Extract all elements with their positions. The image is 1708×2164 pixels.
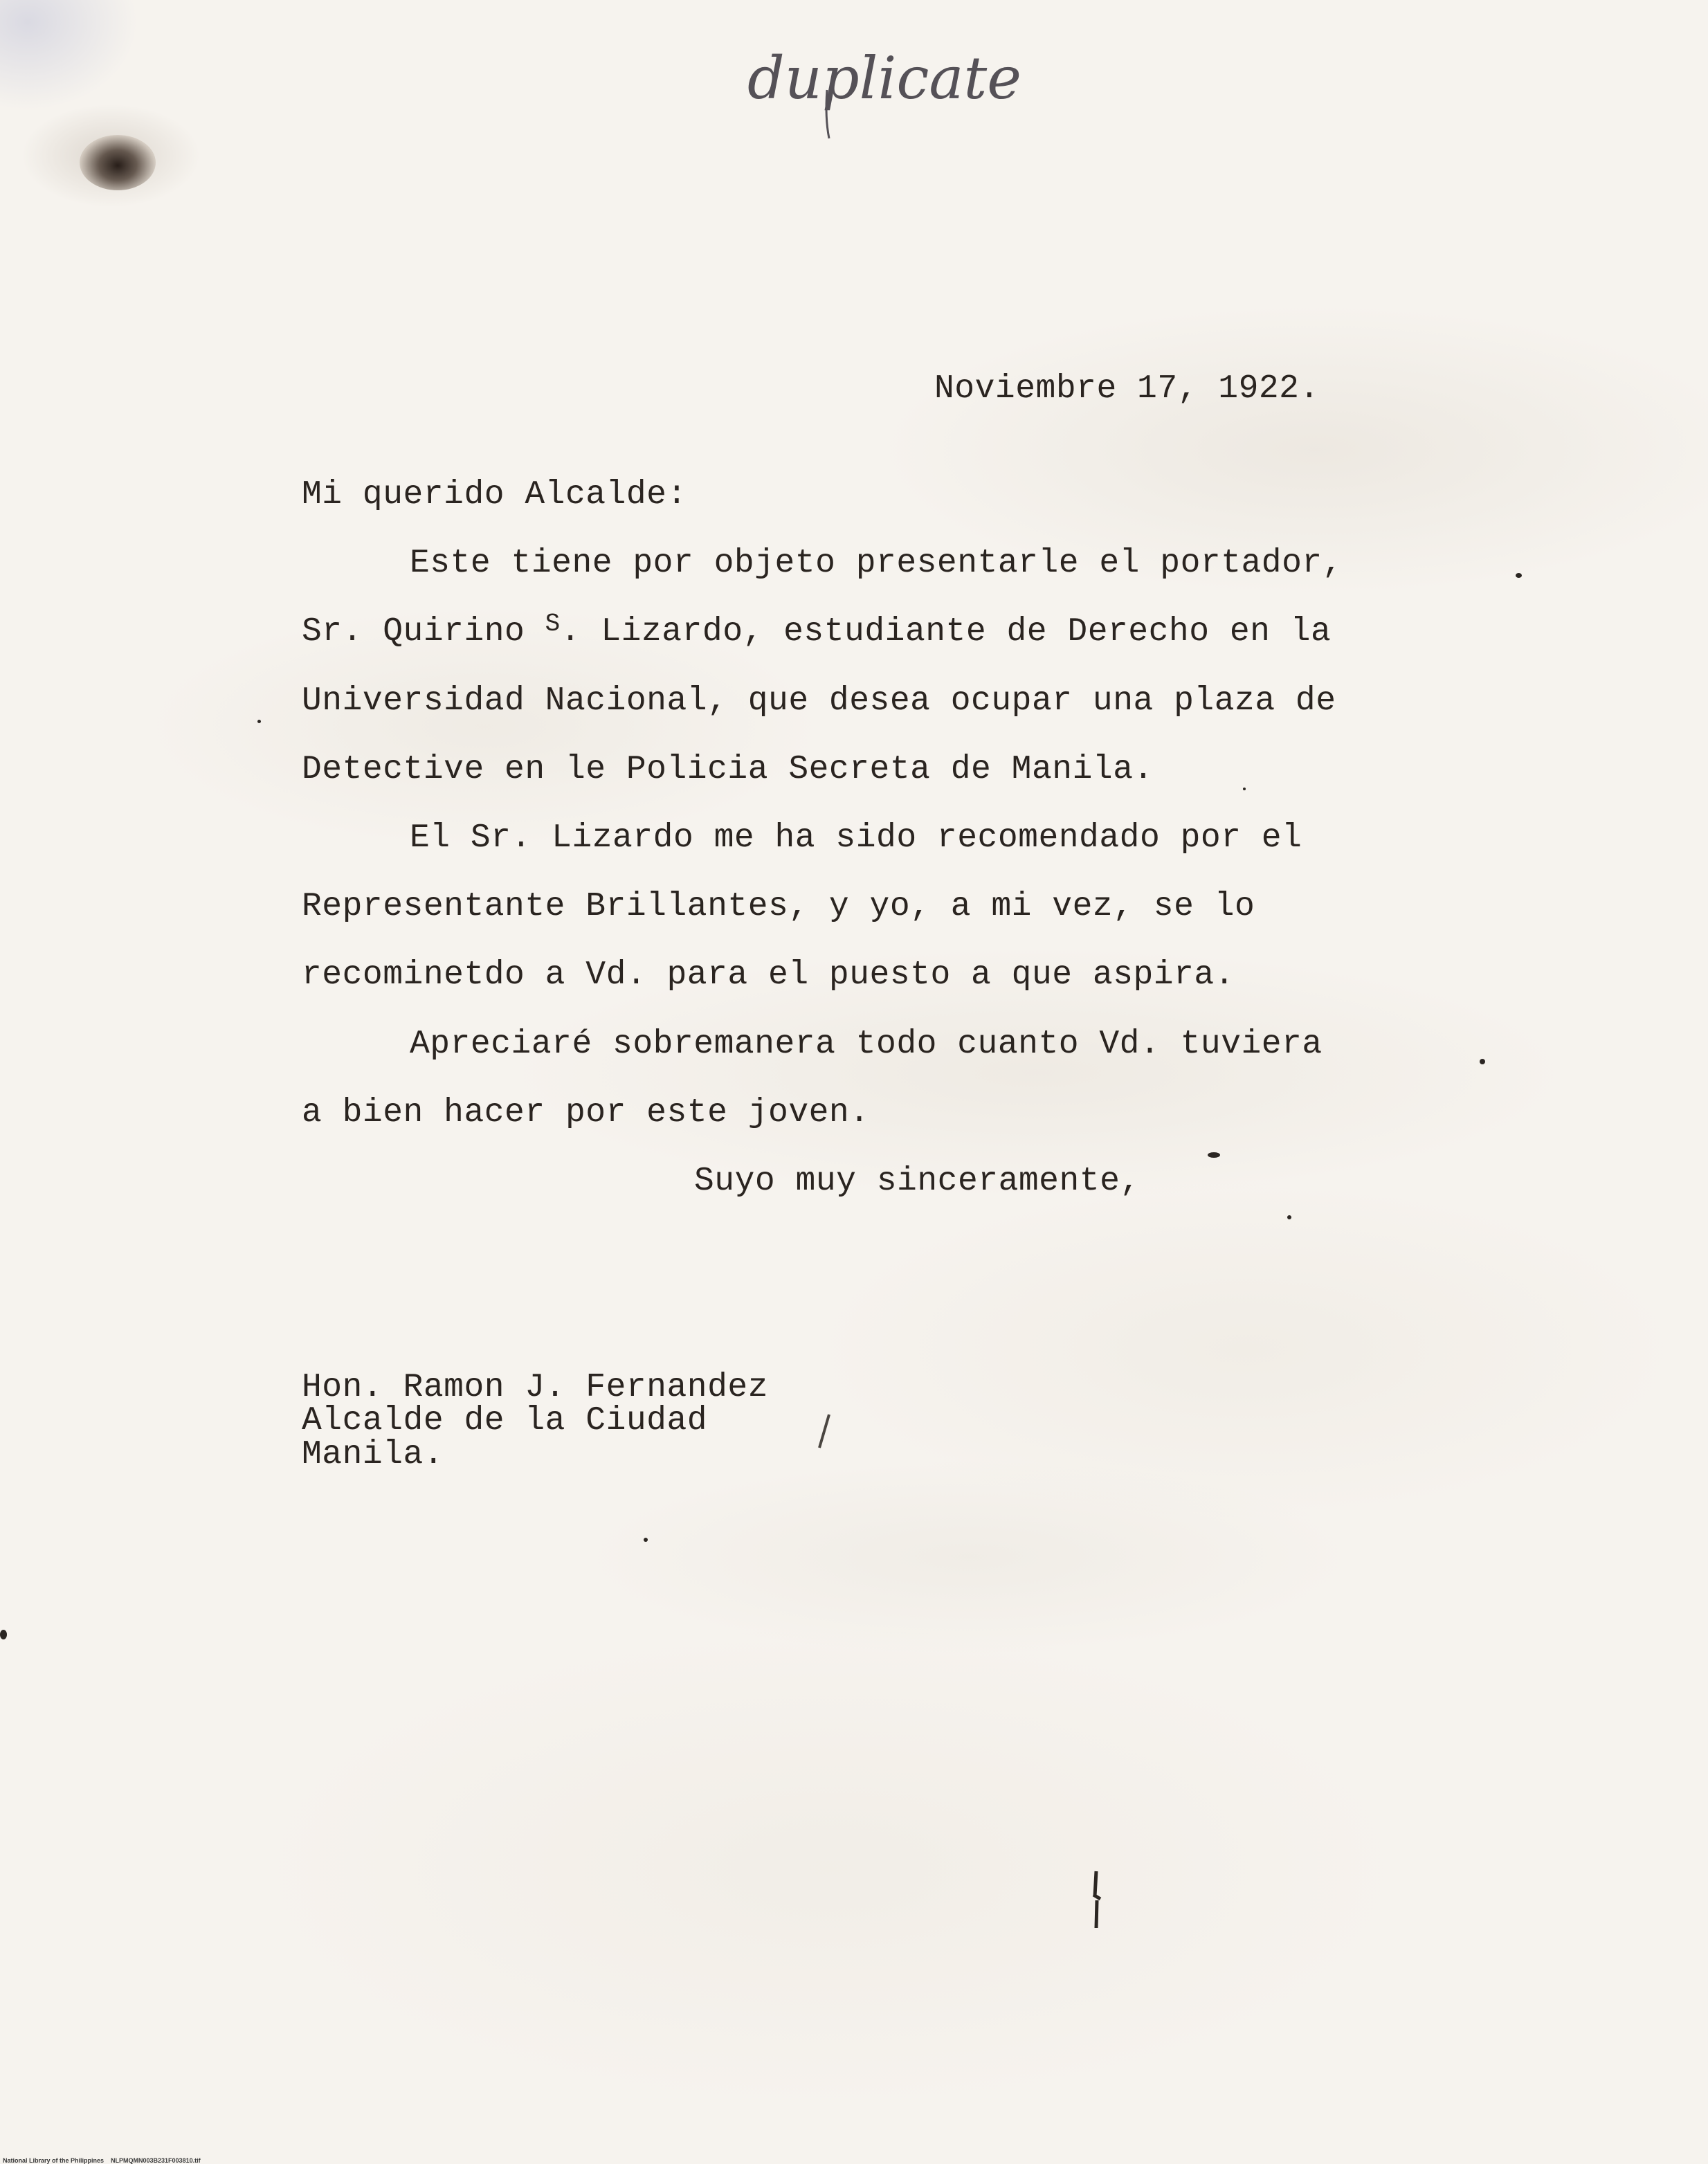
ink-speck — [0, 1630, 7, 1639]
paper-corner-wear — [0, 0, 138, 111]
paragraph1-line1: Este tiene por objeto presentarle el portador, — [410, 545, 1343, 582]
letter-salutation: Mi querido Alcalde: — [302, 476, 687, 513]
recipient-name: Hon. Ramon J. Fernandez — [302, 1369, 769, 1406]
paragraph2-line1: El Sr. Lizardo me ha sido recomendado por el — [410, 819, 1302, 857]
paragraph2-line2: Representante Brillantes, y yo, a mi vez, se lo — [302, 888, 1255, 925]
handwritten-duplicate-text: duplicate — [747, 44, 1021, 112]
ink-speck — [1287, 1215, 1291, 1219]
paragraph1-line2 — [302, 610, 1332, 651]
ink-speck — [1208, 1152, 1220, 1158]
ink-speck — [644, 1538, 648, 1542]
handwritten-duplicate-note — [747, 42, 1021, 145]
letter-closing: Suyo muy sinceramente, — [694, 1163, 1141, 1200]
burn-mark — [80, 135, 156, 190]
recipient-city: Manila. — [302, 1436, 444, 1473]
recipient-title: Alcalde de la Ciudad — [302, 1402, 708, 1439]
paragraph1-line2-end: . Lizardo, estudiante de Derecho en la — [560, 613, 1332, 651]
paragraph1-line2-start: Sr. Quirino — [302, 613, 545, 651]
ink-speck — [1243, 788, 1246, 790]
ink-scratch-mark — [1087, 1869, 1107, 1931]
pencil-tick-mark — [810, 1412, 837, 1453]
paragraph3-line1: Apreciaré sobremanera todo cuanto Vd. tuviera — [410, 1026, 1323, 1063]
archive-file-caption: National Library of the Philippines NLPMQMN003B231F003810.tif — [3, 2157, 201, 2164]
paragraph1-line4: Detective en le Policia Secreta de Manila. — [302, 751, 1154, 788]
paragraph3-line2: a bien hacer por este joven. — [302, 1094, 870, 1131]
letter-date: Noviembre 17, 1922. — [934, 370, 1320, 408]
middle-initial: S — [545, 610, 561, 638]
ink-speck — [1516, 573, 1522, 578]
ink-speck — [1480, 1059, 1485, 1064]
ink-speck — [257, 720, 261, 723]
paragraph2-line3: recominetdo a Vd. para el puesto a que aspira. — [302, 956, 1235, 994]
paragraph1-line3: Universidad Nacional, que desea ocupar una plaza de — [302, 682, 1336, 720]
